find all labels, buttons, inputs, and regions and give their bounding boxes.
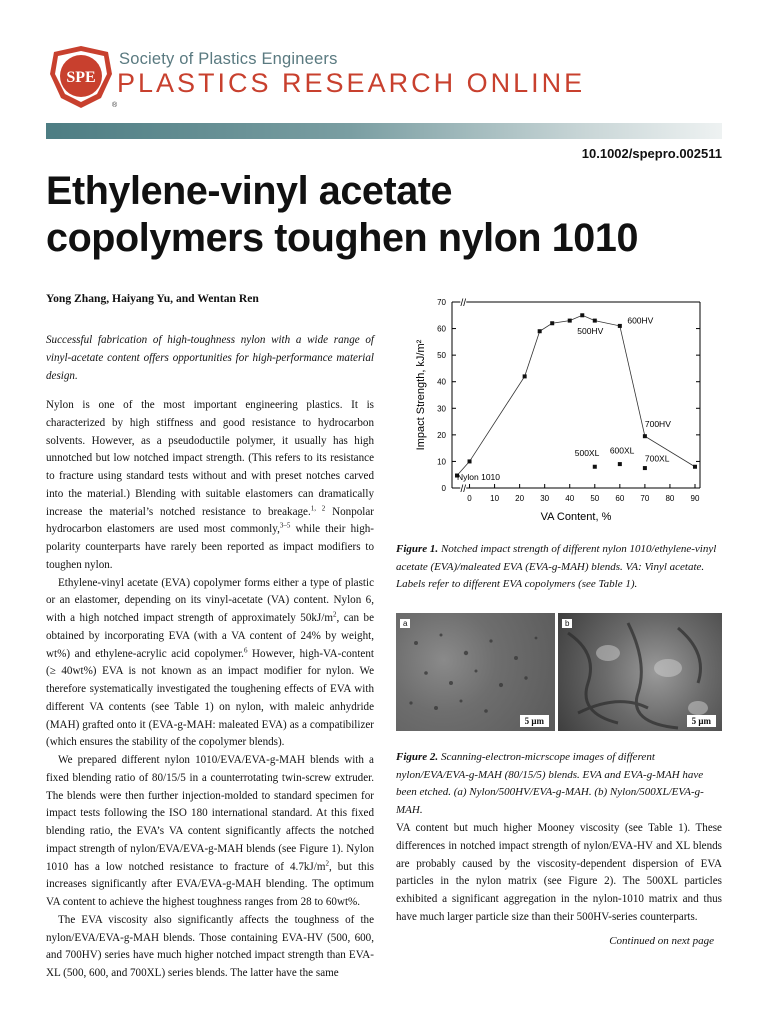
y-tick-label: 0 (441, 484, 446, 493)
data-point (643, 466, 647, 470)
point-annotation: 600XL (609, 445, 635, 456)
article-title (46, 168, 736, 262)
abstract: Successful fabrication of high-toughness nylon with a wide range of vinyl-acetate content offers opportunities for high-performance material design. (46, 334, 374, 382)
data-point (580, 313, 584, 317)
header-divider (46, 123, 722, 139)
x-tick-label: 80 (665, 494, 675, 503)
data-point (643, 434, 647, 438)
point-annotation: Nylon 1010 (457, 472, 501, 483)
figure-1-chart (396, 292, 722, 524)
point-annotation: 700XL (644, 453, 670, 464)
data-point (468, 459, 472, 463)
x-tick-label: 20 (515, 494, 525, 503)
y-tick-label: 50 (437, 351, 446, 361)
x-tick-label: 50 (590, 494, 600, 503)
spe-logo (46, 44, 116, 110)
paragraph-1: Nylon is one of the most important engineering plastics. It is characterized by high stiffness and good resistance to hydrocarbon solvents. However, as a pseudoductile polymer, it usually has high unnotched but low notched impact strength. (This refers to its resistance to fracture using standard tests without and with preset notches carved into the material.) Blending with suitable elastomers can dramatically increase the material’s notched resistance to breakage.$^{1, 2}$ Nonpolar hydrocarbon elastomers are used most commonly,$^{3-5}$ while their high-polarity counterparts have rarely been reported as impact modifiers to toughen nylon. (46, 399, 374, 571)
doi: 10.1002/spepro.002511 (581, 146, 722, 161)
paragraph-4: The EVA viscosity also significantly affects the toughness of the nylon/EVA/EVA-g-MAH blends. Those containing EVA-HV (500, 600, and 700HV) series have much higher notched impact strength than EVA-XL (500, 600, and 700XL) series blends. The latter have the same (46, 913, 374, 979)
panel-label-b: b (562, 619, 572, 628)
x-tick-label: 0 (467, 494, 472, 503)
data-point (568, 319, 572, 323)
y-tick-label: 60 (437, 324, 446, 334)
point-annotation: 500XL (574, 448, 600, 459)
y-axis-label: Impact Strength, kJ/m² (415, 339, 427, 451)
x-tick-label: 90 (690, 494, 700, 503)
y-tick-label: 10 (437, 457, 446, 467)
body-left-column (46, 397, 374, 983)
x-tick-label: 30 (540, 494, 550, 503)
sem-image-b (558, 613, 722, 731)
publication-name: PLASTICS RESEARCH ONLINE (117, 68, 586, 98)
figure-2-caption: Figure 2. Scanning-electron-micrscope images of different nylon/EVA/EVA-g-MAH (80/15/5) blends. EVA and EVA-g-MAH have been etched. (a) Nylon/500HV/EVA-g-MAH. (b) Nylon/500XL/EVA-g-MAH. (396, 751, 704, 816)
sem-texture-a (396, 613, 555, 731)
x-axis-label: VA Content, % (540, 511, 612, 523)
paragraph-2: Ethylene-vinyl acetate (EVA) copolymer forms either a type of plastic or an elastomer, depending on its vinyl-acetate (VA) content. Nylon 6, with a high notched impact strength of approximately $50kJ/m^2$, can be obtained by incorporating EVA (with a VA content of 24% by weight, wt%) and ethylene-acrylic acid copolymer.$^6$ However, high-VA-content (≥ 40wt%) EVA is not known as an impact modifier for nylon. We therefore systematically investigated the toughening effects of EVA with different VA contents (see Table 1) on nylon, with maleic anhydride (MAH) grafted onto it (EVA-g-MAH: maleated EVA) as a compatibilizer (which ensures the stability of the copolymer blends). (46, 576, 374, 749)
scale-bar-b: 5 μm (687, 715, 716, 727)
y-tick-label: 40 (437, 377, 446, 387)
scale-bar-a: 5 μm (520, 715, 549, 727)
logo-text: SPE (66, 69, 96, 86)
point-annotation: 500HV (577, 325, 604, 336)
figure-1-caption: Figure 1. Notched impact strength of different nylon 1010/ethylene-vinyl acetate (EVA)/maleated EVA (EVA-g-MAH) blends. VA: Vinyl acetate. Labels refer to different EVA copolymers (see Table 1). (396, 543, 717, 590)
x-tick-label: 70 (640, 494, 650, 503)
y-tick-label: 30 (437, 404, 446, 414)
data-point (618, 462, 622, 466)
impact-strength-chart (396, 292, 722, 524)
title-line-1: Ethylene-vinyl acetate (46, 169, 453, 213)
paragraph-3: We prepared different nylon 1010/EVA/EVA-g-MAH blends with a fixed blending ratio of 80/15/5 in a counterrotating twin-screw extruder. The blends were then further injection-molded to standard specimen for impact tests following the ISO 180 international standard. At this fixed blending ratio, the EVA’s VA content significantly affects the notched impact strength of nylon/EVA/EVA-g-MAH blends (see Figure 1). Nylon 1010 has a low notched resistance to fracture of $4.7kJ/m^2$, but this increases significantly after EVA/EVA-g-MAH blending. The optimum VA content to achieve the highest toughness ranges from 28 to 60wt%. (46, 754, 374, 908)
data-point (693, 465, 697, 469)
sem-image-a (396, 613, 555, 731)
x-tick-label: 10 (490, 494, 500, 503)
x-tick-label: 40 (565, 494, 575, 503)
registered-mark: ® (112, 102, 118, 109)
continued-note: Continued on next page (609, 935, 714, 947)
society-name: Society of Plastics Engineers (119, 50, 338, 68)
y-tick-label: 20 (437, 430, 446, 440)
data-point (593, 319, 597, 323)
panel-label-a: a (400, 619, 410, 628)
data-point (593, 465, 597, 469)
sem-texture-b (558, 613, 722, 731)
axis-break-mark-1: // (460, 484, 467, 495)
point-annotation: 700HV (644, 418, 671, 429)
title-line-2: copolymers toughen nylon 1010 (46, 216, 639, 260)
point-annotation: 600HV (627, 315, 654, 326)
axis-break-mark-0: // (460, 298, 467, 309)
body-right-column: VA content but much higher Mooney viscosity (see Table 1). These differences in notched impact strength of nylon/EVA-HV and XL blends are probably caused by the viscosity-dependent dispersion of EVA particles in the nylon matrix (see Figure 2). The 500XL particles exhibited a significant aggregation in the nylon-1010 matrix and thus have much larger particle size than their 500HV-series counterparts. (396, 822, 722, 923)
y-tick-label: 70 (437, 298, 446, 307)
spe-logo-icon (46, 44, 116, 110)
x-tick-label: 60 (615, 494, 625, 503)
authors: Yong Zhang, Haiyang Yu, and Wentan Ren (46, 292, 259, 305)
data-point (523, 374, 527, 378)
data-point (618, 324, 622, 328)
data-point (538, 329, 542, 333)
data-point (550, 321, 554, 325)
